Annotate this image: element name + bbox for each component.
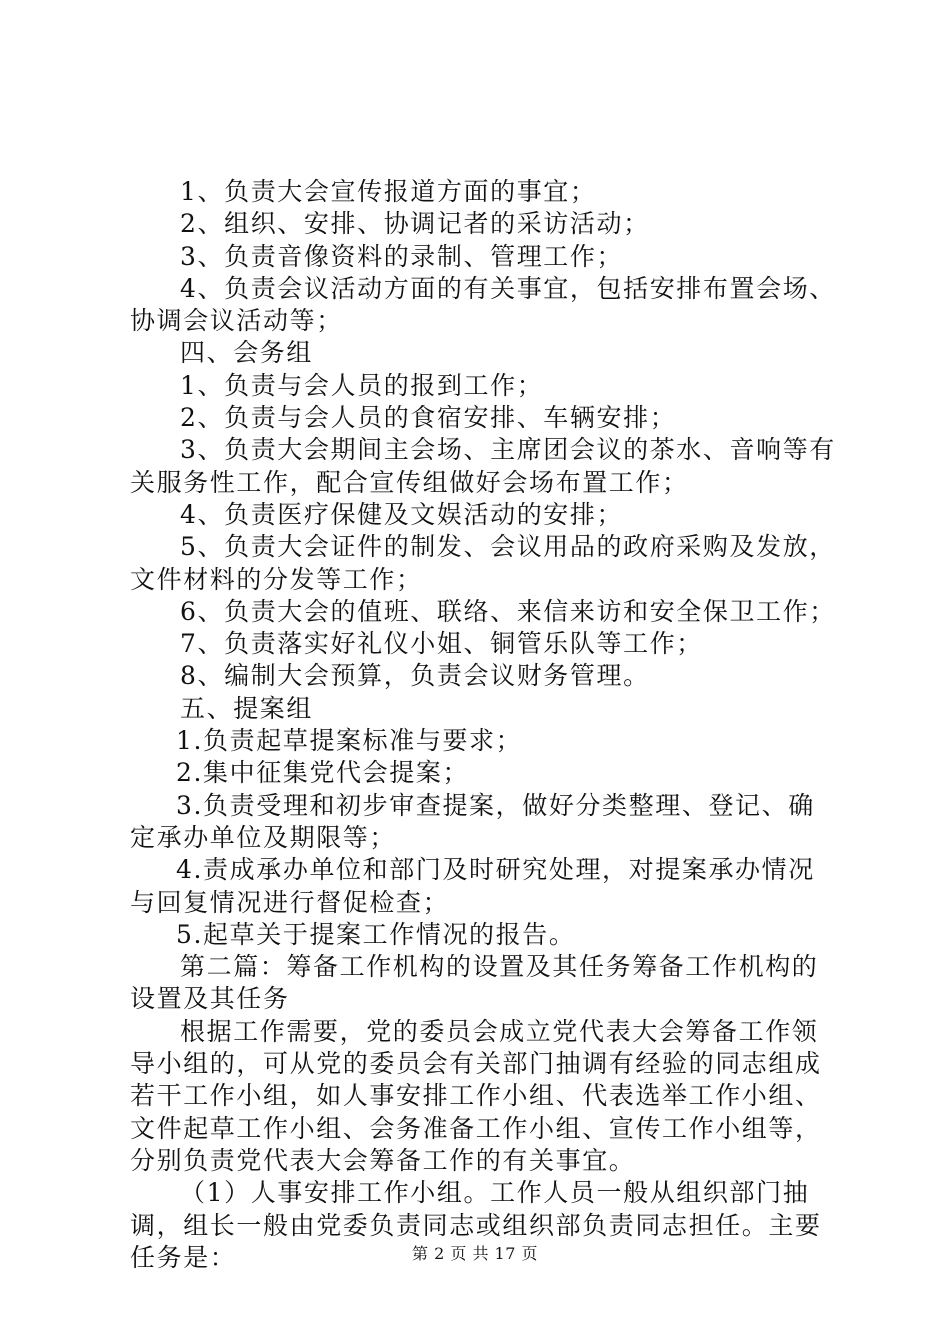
page-number-footer: 第 2 页 共 17 页	[412, 1244, 538, 1263]
chapter-heading: 第二篇：筹备工作机构的设置及其任务筹备工作机构的设置及其任务	[130, 952, 819, 1014]
paragraph: 4.责成承办单位和部门及时研究处理，对提案承办情况与回复情况进行督促检查；	[130, 855, 815, 917]
paragraph: 5.起草关于提案工作情况的报告。	[176, 919, 576, 949]
paragraph: 8、编制大会预算，负责会议财务管理。	[180, 661, 650, 691]
paragraph: 3、负责音像资料的录制、管理工作；	[180, 241, 624, 271]
paragraph: 6、负责大会的值班、联络、来信来访和安全保卫工作；	[180, 596, 836, 626]
paragraph: 1、负责与会人员的报到工作；	[180, 370, 544, 400]
document-body	[130, 176, 840, 1274]
paragraph: 2.集中征集党代会提案；	[176, 758, 470, 788]
paragraph: 2、组织、安排、协调记者的采访活动；	[180, 209, 650, 239]
paragraph: 根据工作需要，党的委员会成立党代表大会筹备工作领导小组的，可从党的委员会有关部门抽调有经验的同志组成若干工作小组，如人事安排工作小组、代表选举工作小组、文件起草工作小组、会务准备工作小组、宣传工作小组等，分别负责党代表大会筹备工作的有关事宜。	[130, 1016, 822, 1175]
paragraph: 1、负责大会宣传报道方面的事宜；	[180, 177, 597, 206]
paragraph: 3.负责受理和初步审查提案，做好分类整理、登记、确定承办单位及期限等；	[130, 790, 815, 852]
paragraph: 3、负责大会期间主会场、主席团会议的茶水、音响等有关服务性工作，配合宣传组做好会场布置工作；	[130, 435, 836, 497]
section-heading: 五、提案组	[180, 693, 314, 723]
paragraph: 4、负责医疗保健及文娱活动的安排；	[180, 499, 624, 529]
paragraph: 7、负责落实好礼仪小姐、铜管乐队等工作；	[180, 629, 703, 659]
paragraph: （1）人事安排工作小组。工作人员一般从组织部门抽调，组长一般由党委负责同志或组织部负责同志担任。主要任务是：	[130, 1178, 822, 1272]
paragraph: 4、负责会议活动方面的有关事宜，包括安排布置会场、协调会议活动等；	[130, 273, 836, 336]
paragraph: 5、负责大会证件的制发、会议用品的政府采购及发放，文件材料的分发等工作；	[130, 532, 836, 594]
paragraph: 1.负责起草提案标准与要求；	[176, 726, 523, 756]
paragraph: 2、负责与会人员的食宿安排、车辆安排；	[180, 403, 677, 433]
section-heading: 四、会务组	[180, 338, 314, 368]
